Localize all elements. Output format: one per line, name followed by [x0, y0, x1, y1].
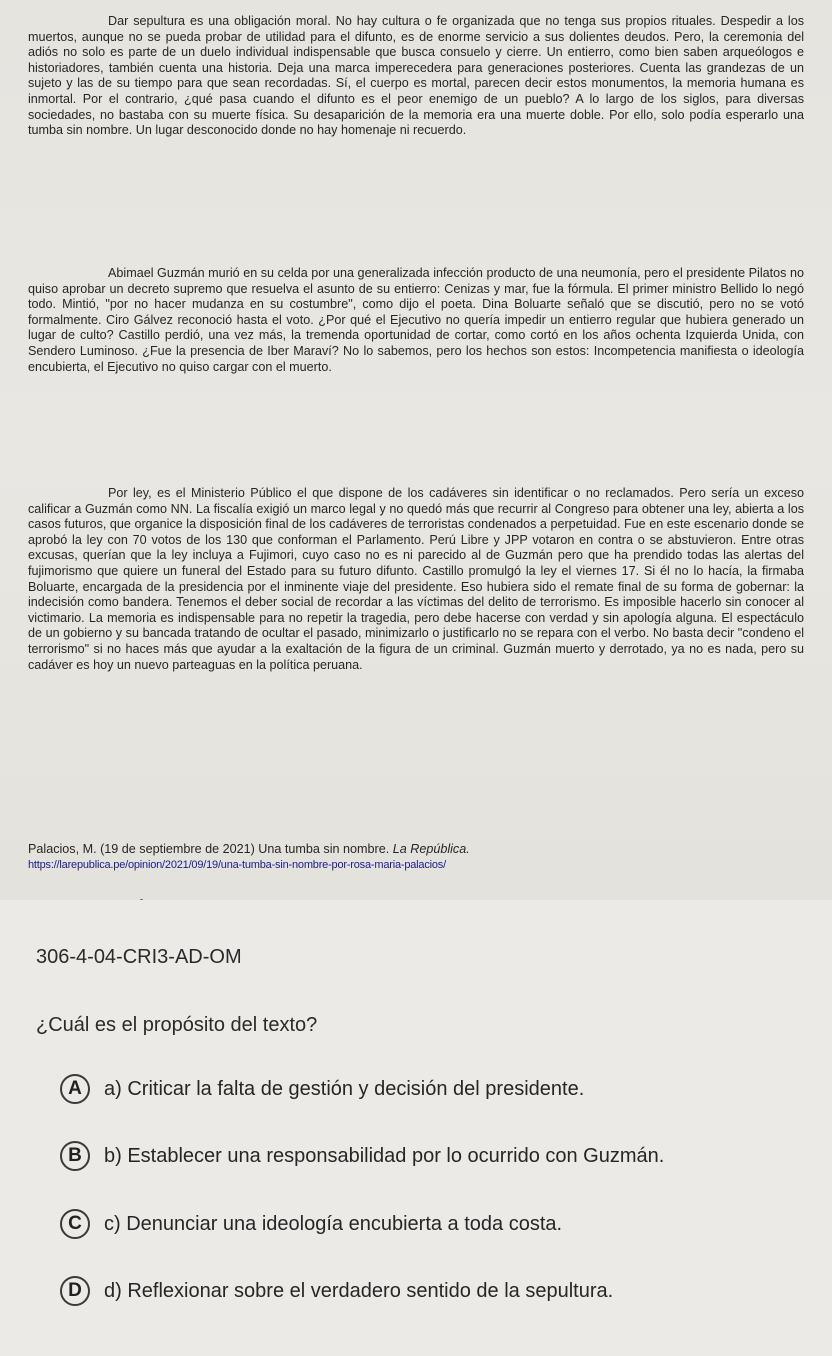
question-prompt: ¿Cuál es el propósito del texto? [36, 1014, 318, 1036]
option-b-text: b) Establecer una responsabilidad por lo ocurrido con Guzmán. [104, 1144, 665, 1167]
option-d[interactable] [60, 1273, 613, 1309]
citation [28, 842, 804, 873]
option-a[interactable] [60, 1071, 584, 1107]
paragraph-3-text: Por ley, es el Ministerio Público el que dispone de los cadáveres sin identificar o no reclamados. Pero sería un exceso calificar a Guzmán como NN. La fiscalía exigió un marco legal y no quedó más que recurrir al Congreso para obtener una ley, abierta a los casos futuros, que organice la disposición final de los cadáveres de terroristas condenados a perpetuidad. Fue en este escenario donde se aprobó la ley con 70 votos de los 130 que conforman el Parlamento. Perú Libre y JPP votaron en contra o se abstuvieron. Entre otras excusas, querían que la ley incluya a Fujimori, cuyo caso no es ni parecido al de Guzmán pero que ha prendido todas las alertas del fujimorismo que quiere un funeral del Estado para su futuro difunto. Castillo promulgó la ley el viernes 17. Si él no lo hacía, la firmaba Boluarte, encargada de la presidencia por el inminente viaje del presidente. Eso hubiera sido el remate final de su forma de gobernar: la indecisión como bandera. Tenemos el deber social de recordar a las víctimas del delito de terrorismo. Es imposible hacerlo sin conocer al victimario. La memoria es indispensable para no repetir la tragedia, pero debe hacerse con verdad y sin apología alguna. El espectáculo de un gobierno y su bancada tratando de ocultar el pasado, minimizarlo o justificarlo no se repara con el verbo. No basta decir "condeno el terrorismo" si no haces más que ayudar a la exaltación de la figura de un criminal. Guzmán muerto y derrotado, ya no es nada, pero su cadáver es hoy un nuevo parteaguas en la política peruana. [28, 486, 804, 672]
option-a-text: a) Criticar la falta de gestión y decisión del presidente. [104, 1077, 585, 1100]
question-code: 306-4-04-CRI3-AD-OM [36, 946, 242, 968]
citation-source: La República. [392, 842, 470, 856]
option-c[interactable] [60, 1206, 562, 1242]
paragraph-2-text: Abimael Guzmán murió en su celda por una generalizada infección producto de una neumonía, pero el presidente Pilatos no quiso aprobar un decreto supremo que resuelva el asunto de su entierro: Cenizas y mar, fue la fórmula. El primer ministro Bellido lo negó todo. Mintió, "por no hacer mudanza en su costumbre", como dijo el poeta. Dina Boluarte señaló que se discutió, pero no se votó formalmente. Ciro Gálvez reconoció hasta el voto. ¿Por qué el Ejecutivo no quería impedir un entierro regular que hubiera generado un lugar de culto? Castillo perdió, una vez más, la tremenda oportunidad de cortar, como cortó en los años ochenta Izquierda Unida, con Sendero Luminoso. ¿Fue la presencia de Iber Maraví? No lo sabemos, pero los hechos son estos: Incompetencia manifiesta o ideología encubierta, el Ejecutivo no quiso cargar con el muerto. [28, 266, 804, 374]
option-c-badge[interactable]: C [60, 1209, 90, 1239]
option-c-text: c) Denunciar una ideología encubierta a toda costa. [104, 1212, 563, 1235]
citation-url[interactable]: https://larepublica.pe/opinion/2021/09/19/una-tumba-sin-nombre-por-rosa-maria-palacios/ [28, 858, 446, 871]
option-d-badge[interactable]: D [60, 1276, 90, 1306]
option-d-text: d) Reflexionar sobre el verdadero sentido de la sepultura. [104, 1279, 614, 1302]
article-paragraph-1 [28, 14, 804, 139]
option-a-badge[interactable]: A [60, 1074, 90, 1104]
article-paragraph-3 [28, 486, 804, 673]
option-b-badge[interactable]: B [60, 1141, 90, 1171]
option-b[interactable] [60, 1138, 664, 1174]
paragraph-1-text: Dar sepultura es una obligación moral. No hay cultura o fe organizada que no tenga sus propios rituales. Despedir a los muertos, aunque no se pueda probar de utilidad para el difunto, es de enorme servicio a sus dolientes deudos. Pero, la ceremonia del adiós no solo es parte de un duelo individual indispensable que busca consuelo y cierre. Un entierro, como bien saben arqueólogos e historiadores, también cuenta una historia. Deja una marca imperecedera para generaciones posteriores. Cuenta las grandezas de un sujeto y las de su tiempo para que sean recordadas. Sí, el cuerpo es mortal, parecen decir estos monumentos, la memoria humana es inmortal. Por el contrario, ¿qué pasa cuando el difunto es el peor enemigo de un pueblo? A lo largo de los siglos, para diversas sociedades, no bastaba con su muerte física. Su desaparición de la memoria era una muerte doble. Por ello, solo podía esperarlo una tumba sin nombre. Un lugar desconocido donde no hay homenaje ni recuerdo. [28, 14, 804, 138]
citation-text: Palacios, M. (19 de septiembre de 2021) Una tumba sin nombre. [28, 842, 390, 856]
article-paragraph-2 [28, 266, 804, 375]
